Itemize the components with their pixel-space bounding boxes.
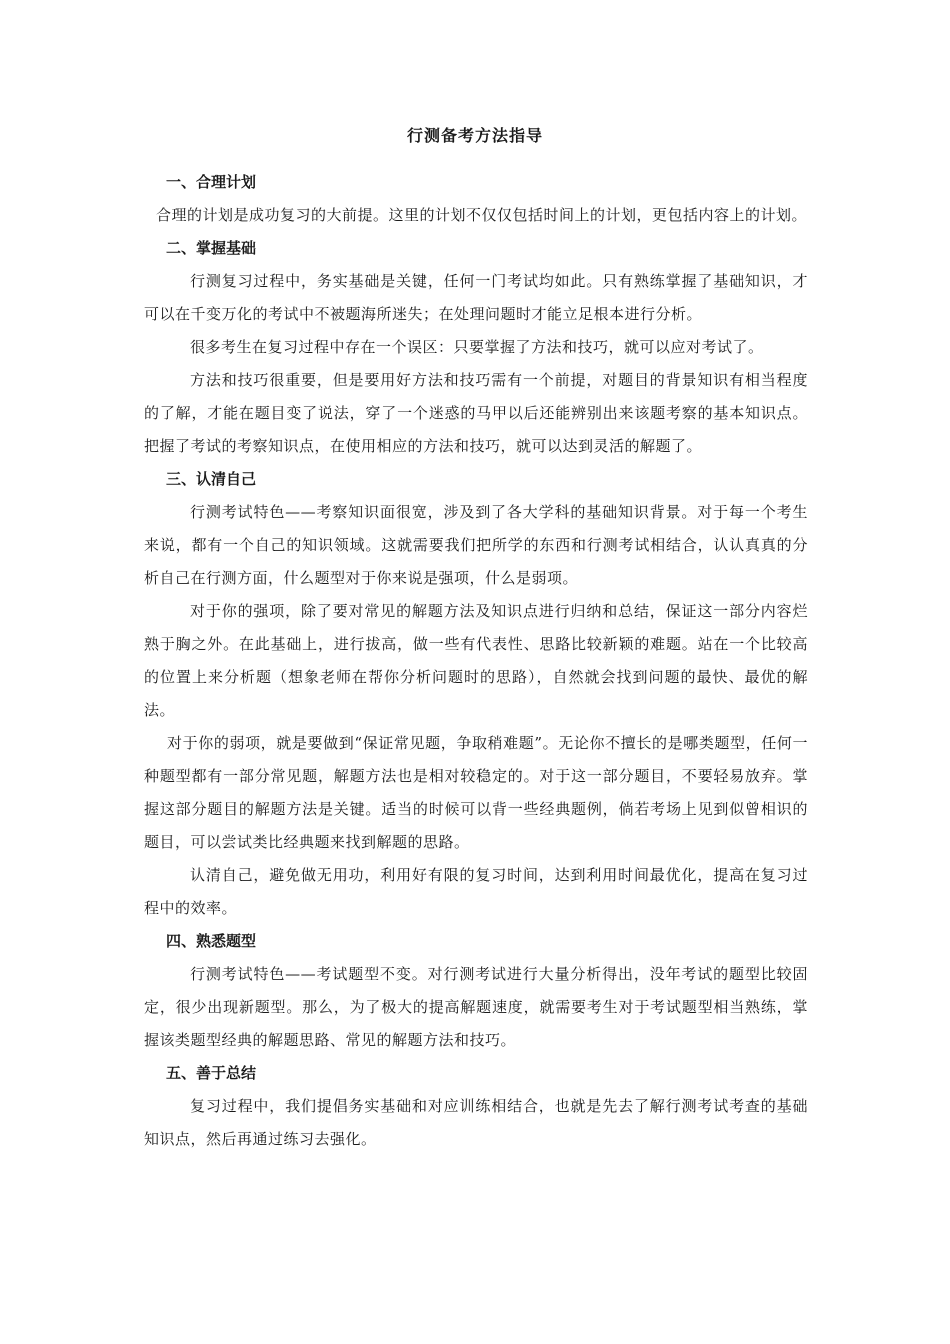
paragraph: 很多考生在复习过程中存在一个误区：只要掌握了方法和技巧，就可以应对考试了。 [190,338,764,356]
section-heading: 三、认清自己 [166,470,257,488]
paragraph: 方法和技巧很重要，但是要用好方法和技巧需有一个前提，对题目的背景知识有相当程度的了解，才能在题目变了说法，穿了一个迷惑的马甲以后还能辨别出来该题考察的基本知识点。把握了考试的考察知识点，在使用相应的方法和技巧，就可以达到灵活的解题了。 [144,371,808,455]
section-heading: 五、善于总结 [166,1064,257,1082]
section-heading: 四、熟悉题型 [166,932,257,950]
section-question-types [144,925,808,1057]
paragraph: 行测考试特色——考试题型不变。对行测考试进行大量分析得出，没年考试的题型比较固定，很少出现新题型。那么，为了极大的提高解题速度，就需要考生对于考试题型相当熟练，掌握该类题型经典的解题思路、常见的解题方法和技巧。 [144,965,808,1049]
document-body [144,166,808,1156]
paragraph: 对于你的强项，除了要对常见的解题方法及知识点进行归纳和总结，保证这一部分内容烂熟于胸之外。在此基础上，进行拔高，做一些有代表性、思路比较新颖的难题。站在一个比较高的位置上来分析题（想象老师在帮你分析问题时的思路），自然就会找到问题的最快、最优的解法。 [144,602,808,719]
paragraph: 合理的计划是成功复习的大前提。这里的计划不仅仅包括时间上的计划，更包括内容上的计划。 [156,206,808,224]
document-title: 行测备考方法指导 [406,126,543,145]
section-heading: 二、掌握基础 [166,239,257,257]
paragraph: 行测复习过程中，务实基础是关键，任何一门考试均如此。只有熟练掌握了基础知识，才可以在千变万化的考试中不被题海所迷失；在处理问题时才能立足根本进行分析。 [144,272,808,323]
paragraph: 行测考试特色——考察知识面很宽，涉及到了各大学科的基础知识背景。对于每一个考生来说，都有一个自己的知识领域。这就需要我们把所学的东西和行测考试相结合，认认真真的分析自己在行测方面，什么题型对于你来说是强项，什么是弱项。 [144,503,808,587]
section-know-yourself [144,463,808,925]
paragraph: 复习过程中，我们提倡务实基础和对应训练相结合，也就是先去了解行测考试考查的基础知识点，然后再通过练习去强化。 [144,1097,808,1148]
section-basics [144,232,808,463]
section-summarize [144,1057,808,1156]
section-heading: 一、合理计划 [166,173,257,191]
paragraph: 认清自己，避免做无用功，利用好有限的复习时间，达到利用时间最优化，提高在复习过程中的效率。 [144,866,808,917]
section-plan [144,166,808,232]
paragraph: 对于你的弱项，就是要做到“保证常见题，争取稍难题”。无论你不擅长的是哪类题型，任何一种题型都有一部分常见题，解题方法也是相对较稳定的。对于这一部分题目，不要轻易放弃。掌握这部分题目的解题方法是关键。适当的时候可以背一些经典题例，倘若考场上见到似曾相识的题目，可以尝试类比经典题来找到解题的思路。 [144,734,808,851]
